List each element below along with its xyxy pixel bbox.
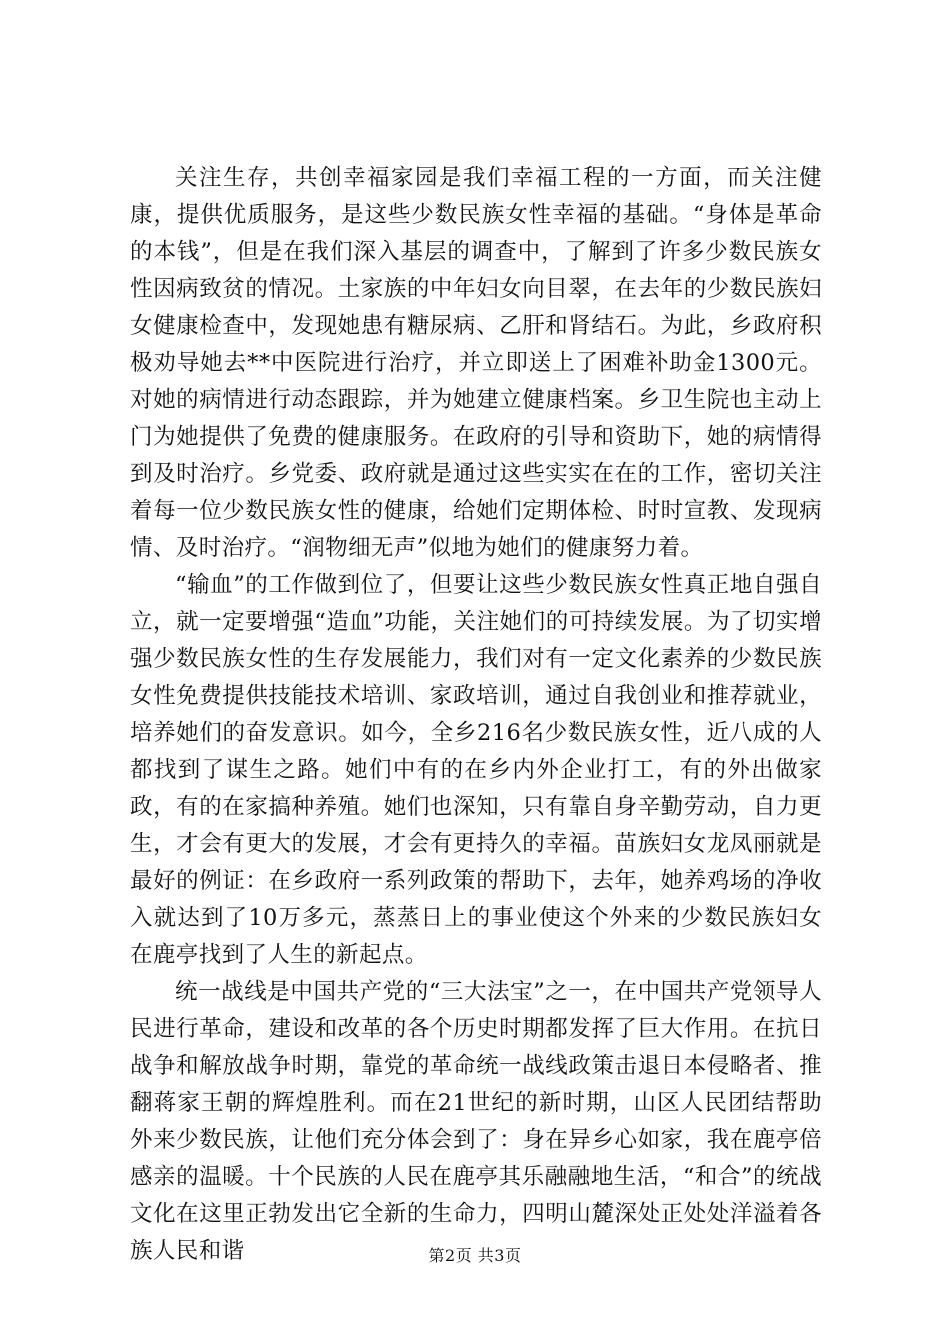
paragraph-development: “输血”的工作做到位了，但要让这些少数民族女性真正地自强自立，就一定要增强“造血”功能，关注她们的可持续发展。为了切实增强少数民族女性的生存发展能力，我们对有一定文化素养的少数民族女性免费提供技能技术培训、家政培训，通过自我创业和推荐就业，培养她们的奋发意识。如今，全乡216名少数民族女性，近八成的人都找到了谋生之路。她们中有的在乡内外企业打工，有的外出做家政，有的在家搞种养殖。她们也深知，只有靠自身辛勤劳动，自力更生，才会有更大的发展，才会有更持久的幸福。苗族妇女龙凤丽就是最好的例证：在乡政府一系列政策的帮助下，去年，她养鸡场的净收入就达到了10万多元，蒸蒸日上的事业使这个外来的少数民族妇女在鹿亭找到了人生的新起点。 bbox=[130, 572, 822, 968]
paragraph-united-front: 统一战线是中国共产党的“三大法宝”之一，在中国共产党领导人民进行革命，建设和改革的各个历史时期都发挥了巨大作用。在抗日战争和解放战争时期，靠党的革命统一战线政策击退日本侵略者、推翻蒋家王朝的辉煌胜利。而在21世纪的新时期，山区人民团结帮助外来少数民族，让他们充分体会到了：身在异乡心如家，我在鹿亭倍感亲的温暖。十个民族的人民在鹿亭其乐融融地生活，“和合”的统战文化在这里正勃发出它全新的生命力，四明山麓深处正处处洋溢着各族人民和谐 bbox=[130, 979, 822, 1264]
page-footer: 第2页 共3页 bbox=[428, 1246, 522, 1265]
body-text bbox=[130, 160, 822, 1270]
paragraph-health: 关注生存，共创幸福家园是我们幸福工程的一方面，而关注健康，提供优质服务，是这些少数民族女性幸福的基础。“身体是革命的本钱”，但是在我们深入基层的调查中，了解到了许多少数民族女性因病致贫的情况。土家族的中年妇女向目翠，在去年的少数民族妇女健康检查中，发现她患有糖尿病、乙肝和肾结石。为此，乡政府积极劝导她去**中医院进行治疗，并立即送上了困难补助金1300元。对她的病情进行动态跟踪，并为她建立健康档案。乡卫生院也主动上门为她提供了免费的健康服务。在政府的引导和资助下，她的病情得到及时治疗。乡党委、政府就是通过这些实实在在的工作，密切关注着每一位少数民族女性的健康，给她们定期体检、时时宣教、发现病情、及时治疗。“润物细无声”似地为她们的健康努力着。 bbox=[130, 165, 822, 561]
